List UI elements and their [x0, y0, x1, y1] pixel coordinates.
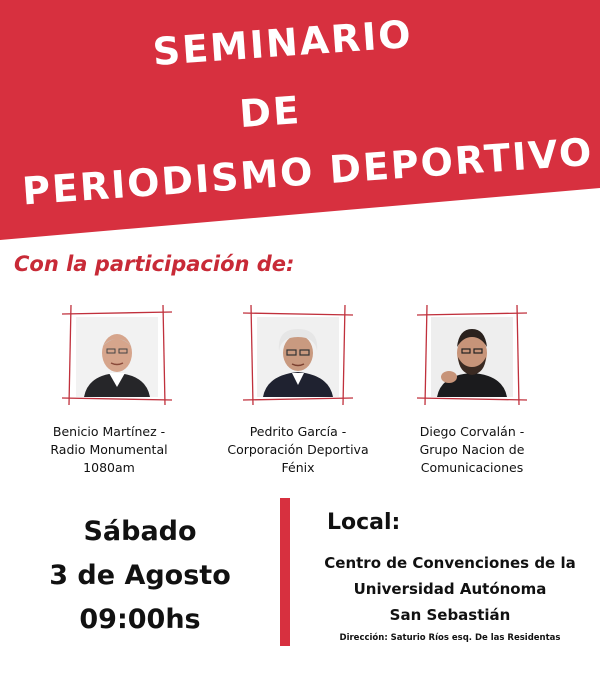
event-schedule [40, 510, 240, 642]
participant-portrait-2 [257, 317, 339, 397]
title-line-periodismo-deportivo: PERIODISMO DEPORTIVO [20, 129, 595, 214]
participant-3-line1: Diego Corvalán - [419, 424, 525, 439]
participant-1-line3: 1080am [83, 460, 135, 475]
participant-name-2 [213, 423, 383, 477]
venue-line3: San Sebastián [389, 606, 511, 624]
red-divider [280, 498, 290, 646]
venue-line2: Universidad Autónoma [353, 580, 547, 598]
event-day: Sábado [83, 516, 197, 547]
participant-3-line3: Comunicaciones [420, 460, 524, 475]
participant-photo-frame-1 [62, 305, 172, 405]
participant-photo-frame-2 [243, 305, 353, 405]
venue-line1: Centro de Convenciones de la [324, 554, 576, 572]
participant-portrait-1 [76, 317, 158, 397]
location-label: Local: [327, 510, 401, 535]
title-line-seminario: SEMINARIO [151, 11, 415, 75]
participant-3-line2: Grupo Nacion de [419, 442, 525, 457]
participant-2-line3: Fénix [281, 460, 315, 475]
title-block [0, 0, 600, 261]
event-time: 09:00hs [79, 604, 201, 635]
participant-portrait-3 [431, 317, 513, 397]
venue-address: Dirección: Saturio Ríos esq. De las Residentas [339, 633, 561, 643]
participation-heading: Con la participación de: [14, 252, 295, 276]
participant-2-line2: Corporación Deportiva [227, 442, 369, 457]
venue-name [305, 550, 595, 628]
participant-1-line2: Radio Monumental [50, 442, 168, 457]
participant-name-1 [24, 423, 194, 477]
title-line-de: DE [237, 87, 303, 137]
participant-photo-frame-3 [417, 305, 527, 405]
participant-1-line1: Benicio Martínez - [52, 424, 166, 439]
participant-2-line1: Pedrito García - [249, 424, 347, 439]
participant-name-3 [387, 423, 557, 477]
event-date: 3 de Agosto [49, 560, 231, 591]
